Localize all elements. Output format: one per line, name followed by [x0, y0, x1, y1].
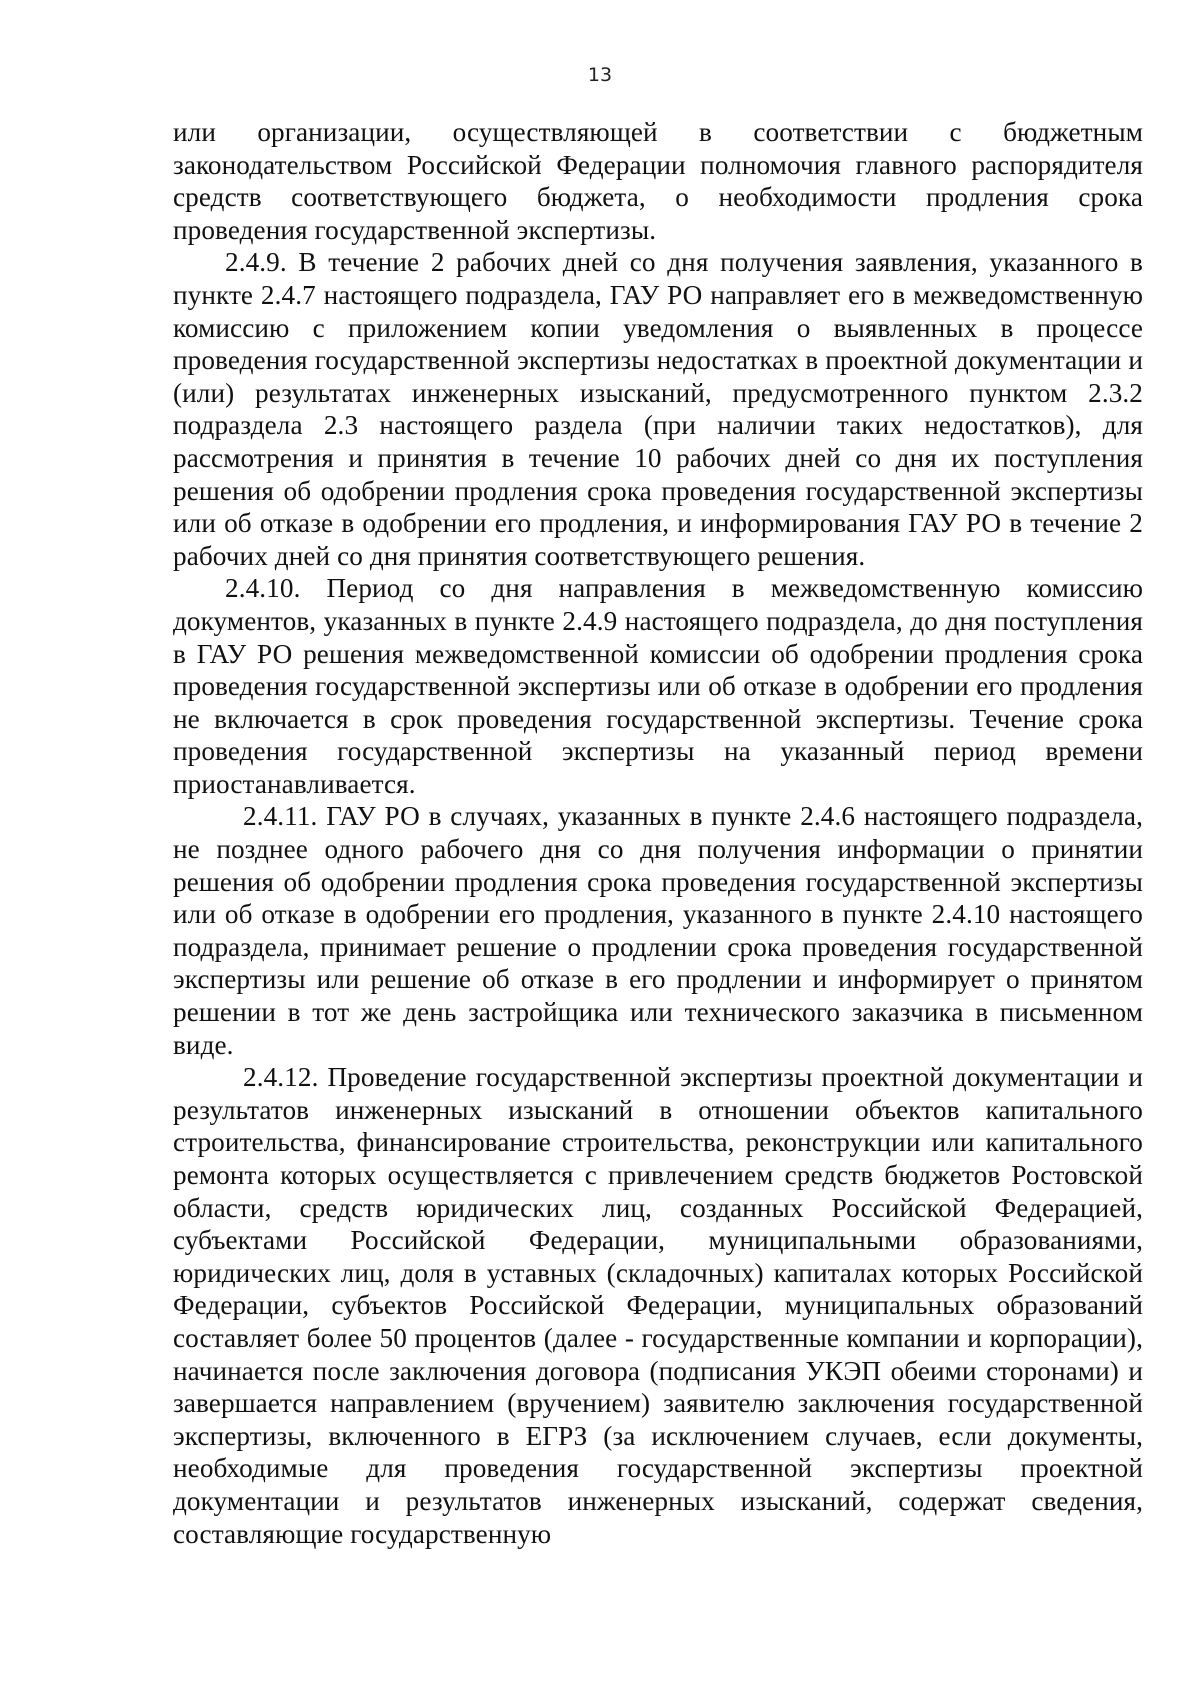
paragraph-2-4-12: 2.4.12. Проведение государственной экспертизы проектной документации и результатов инженерных изысканий в отношении объектов капитального строительства, финансирование строительства, реконструкции или капитального ремонта которых осуществляется с привлечением средств бюджетов Ростовской области, средств юридических лиц, созданных Российской Федерацией, субъектами Российской Федерации, муниципальными образованиями, юридических лиц, доля в уставных (складочных) капиталах которых Российской Федерации, субъектов Российской Федерации, муниципальных образований составляет более 50 процентов (далее - государственные компании и корпорации), начинается после заключения договора (подписания УКЭП обеими сторонами) и завершается направлением (вручением) заявителю заключения государственной экспертизы, включенного в ЕГРЗ (за исключением случаев, если документы, необходимые для проведения государственной экспертизы проектной документации и результатов инженерных изысканий, содержат сведения, составляющие государственную — [173, 1062, 1143, 1549]
paragraph-2-4-11: 2.4.11. ГАУ РО в случаях, указанных в пункте 2.4.6 настоящего подраздела, не позднее одного рабочего дня со дня получения информации о принятии решения об одобрении продления срока проведения государственной экспертизы или об отказе в одобрении его продления, указанного в пункте 2.4.10 настоящего подраздела, принимает решение о продлении срока проведения государственной экспертизы или решение об отказе в его продлении и информирует о принятом решении в тот же день застройщика или технического заказчика в письменном виде. — [173, 801, 1143, 1060]
paragraph-continuation: или организации, осуществляющей в соответствии с бюджетным законодательством Российской Федерации полномочия главного распорядителя средств соответствующего бюджета, о необходимости продления срока проведения государственной экспертизы. — [173, 117, 1143, 245]
page-number: 13 — [587, 64, 613, 86]
document-body — [173, 116, 1143, 1550]
paragraph-2-4-9: 2.4.9. В течение 2 рабочих дней со дня получения заявления, указанного в пункте 2.4.7 настоящего подраздела, ГАУ РО направляет его в межведомственную комиссию с приложением копии уведомления о выявленных в процессе проведения государственной экспертизы недостатках в проектной документации и (или) результатах инженерных изысканий, предусмотренного пунктом 2.3.2 подраздела 2.3 настоящего раздела (при наличии таких недостатков), для рассмотрения и принятия в течение 10 рабочих дней со дня их поступления решения об одобрении продления срока проведения государственной экспертизы или об отказе в одобрении его продления, и информирования ГАУ РО в течение 2 рабочих дней со дня принятия соответствующего решения. — [173, 247, 1143, 571]
paragraph-2-4-10: 2.4.10. Период со дня направления в межведомственную комиссию документов, указанных в пункте 2.4.9 настоящего подраздела, до дня поступления в ГАУ РО решения межведомственной комиссии об одобрении продления срока проведения государственной экспертизы или об отказе в одобрении его продления не включается в срок проведения государственной экспертизы. Течение срока проведения государственной экспертизы на указанный период времени приостанавливается. — [173, 573, 1143, 799]
